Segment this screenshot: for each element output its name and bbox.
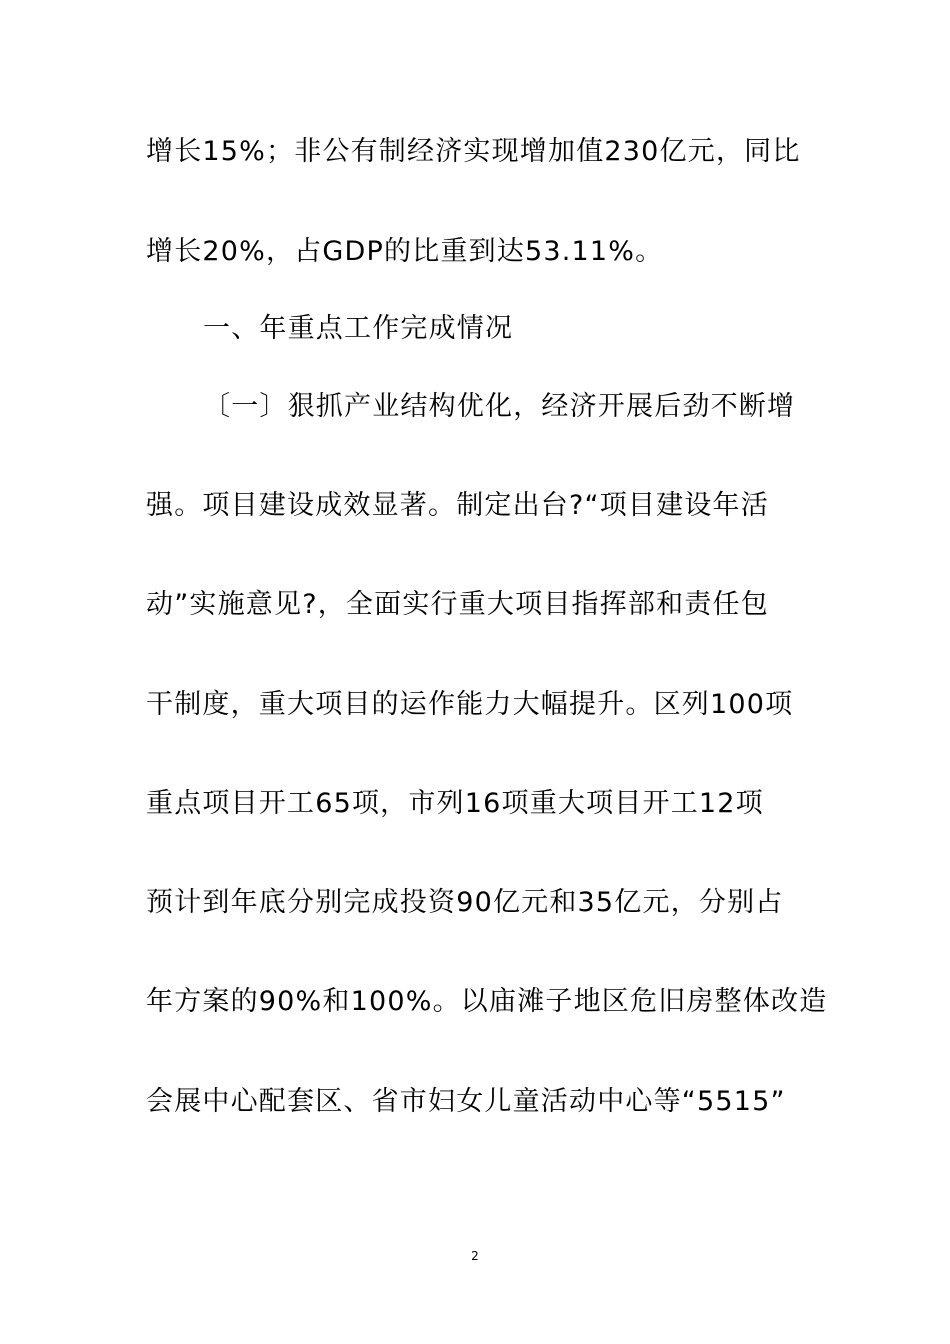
page-number: 2 [471,1249,479,1263]
section-heading: 一、年重点工作完成情况 [203,313,514,344]
body-text-line: 增长20%，占GDP的比重到达53.11%。 [146,236,664,267]
body-text-line: 会展中心配套区、省市妇女儿童活动中心等“5515” [146,1086,786,1117]
paragraph-first-line: 〔一〕狠抓产业结构优化，经济开展后劲不断增 [203,391,796,422]
body-text-line: 强。项目建设成效显著。制定出台?“项目建设年活 [146,490,769,521]
body-text-line: 预计到年底分别完成投资90亿元和35亿元，分别占 [146,887,784,918]
body-text-line: 动”实施意见?，全面实行重大项目指挥部和责任包 [146,589,769,620]
body-text-line: 干制度，重大项目的运作能力大幅提升。区列100项 [146,689,794,720]
body-text-line: 重点项目开工65项，市列16项重大项目开工12项 [146,788,764,819]
body-text-line: 年方案的90%和100%。以庙滩子地区危旧房整体改造 [146,986,828,1017]
body-text-line: 增长15%；非公有制经济实现增加值230亿元，同比 [146,136,801,167]
